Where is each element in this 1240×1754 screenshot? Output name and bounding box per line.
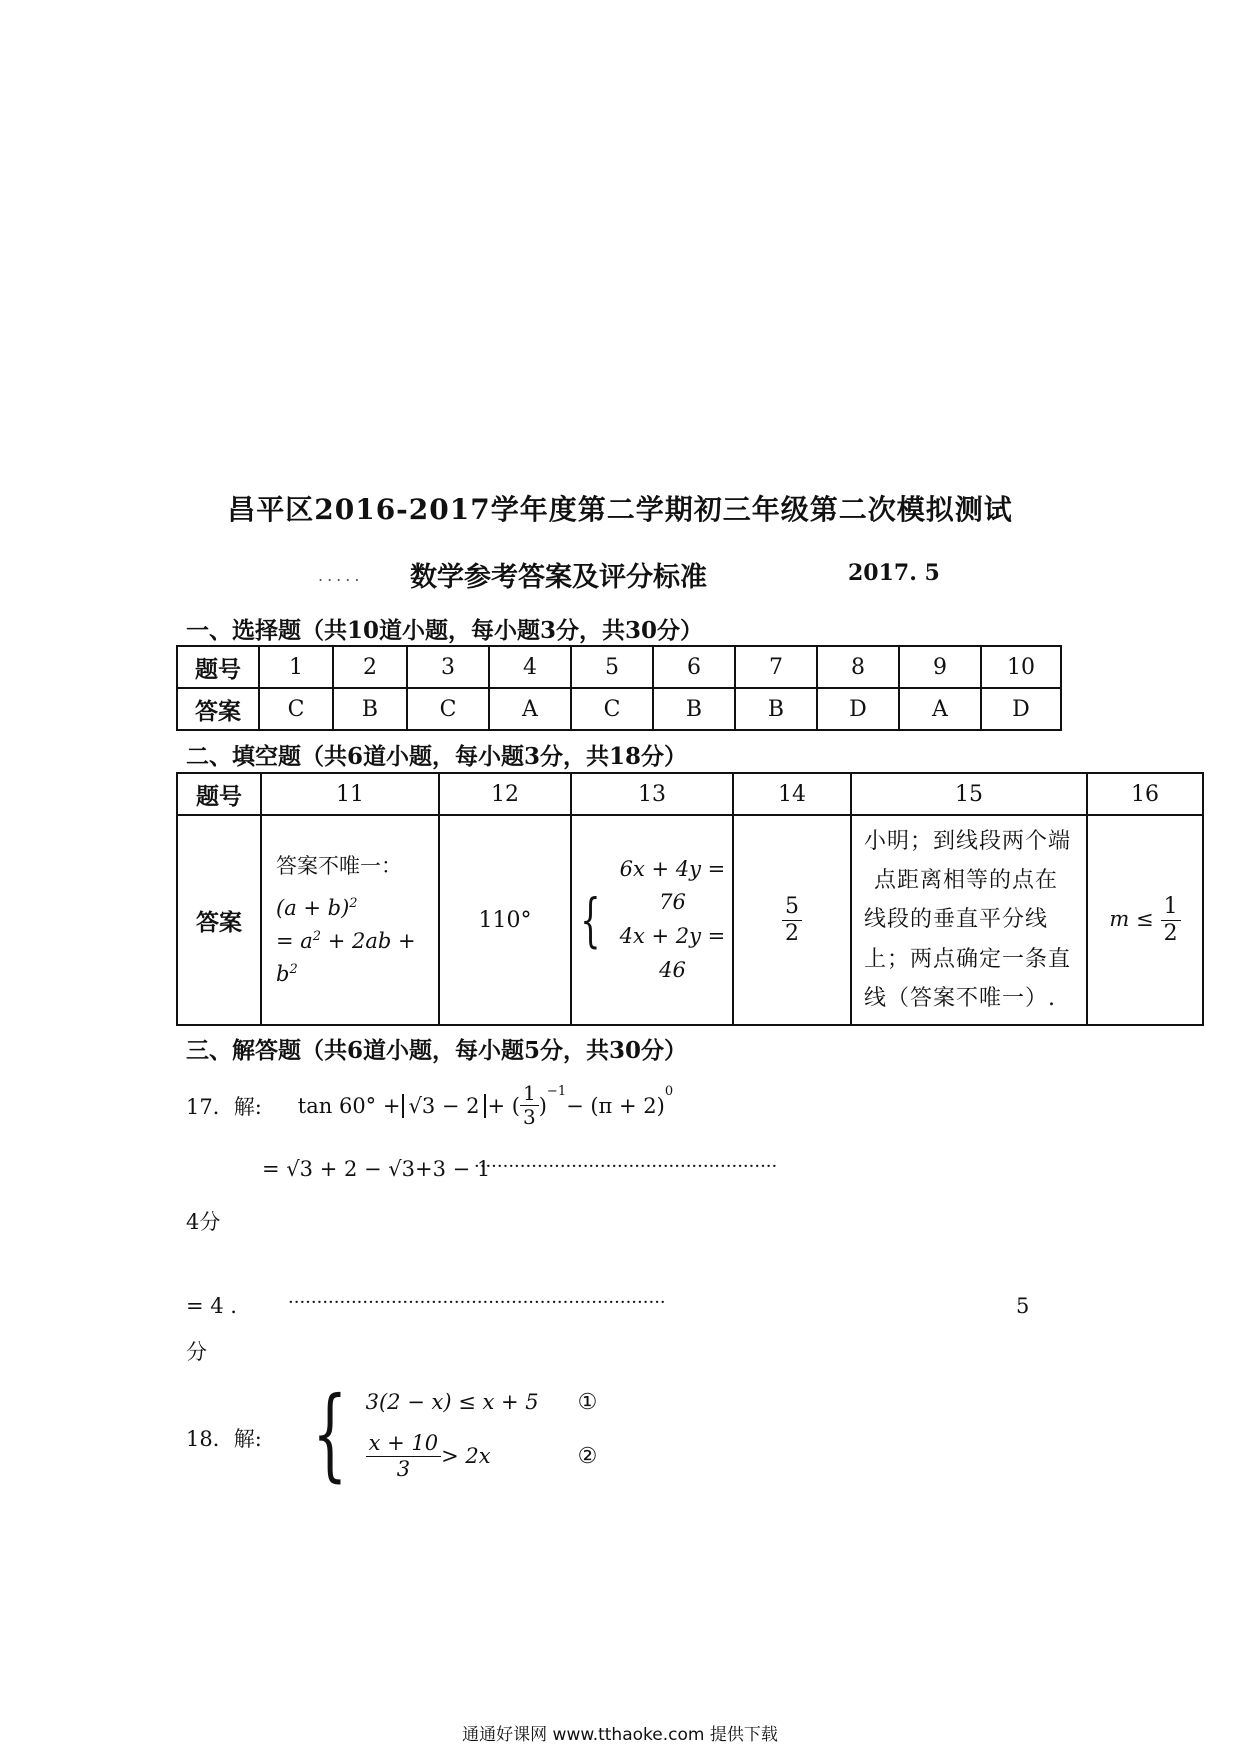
q17-step2-score-unit: 分 xyxy=(186,1340,207,1364)
expr-text: (a + b) xyxy=(276,896,350,921)
subtitle-date: 2017. 5 xyxy=(848,560,940,586)
choice-number: 6 xyxy=(653,646,735,688)
expr-text: tan 60° + xyxy=(297,1093,401,1118)
expr-sup: −1 xyxy=(546,1084,567,1099)
abs-inner: √3 − 2 xyxy=(408,1093,480,1118)
choice-number: 1 xyxy=(259,646,333,688)
equation-system xyxy=(572,853,732,987)
fill-number: 16 xyxy=(1087,773,1203,815)
fraction-denominator: 2 xyxy=(785,920,799,946)
answer-15-line: 线段的垂直平分线 xyxy=(864,907,1049,933)
answer-13 xyxy=(571,815,733,1025)
fill-answer-table xyxy=(176,772,1204,1026)
row-label-number: 题号 xyxy=(177,773,261,815)
answer-15-line: 线（答案不唯一）. xyxy=(864,985,1056,1011)
equation-line: 4x + 2y = 46 xyxy=(619,924,726,982)
choice-number: 4 xyxy=(489,646,571,688)
choice-answer: B xyxy=(333,688,407,730)
answer-12: 110° xyxy=(439,815,571,1025)
expr-sup: 2 xyxy=(349,896,358,912)
fraction-denominator: 3 xyxy=(522,1105,536,1129)
answer-15-line: 点距离相等的点在 xyxy=(874,868,1059,894)
circled-two-marker: ② xyxy=(577,1443,598,1469)
fraction-denominator: 3 xyxy=(396,1456,411,1481)
circled-one-marker: ① xyxy=(577,1389,598,1415)
answer-15-line: 上；两点确定一条直 xyxy=(864,946,1072,972)
row-label-number: 题号 xyxy=(177,646,259,688)
choice-answer: A xyxy=(489,688,571,730)
q17-step2-score: 5 xyxy=(1016,1294,1030,1318)
section2-heading: 二、填空题（共6道小题，每小题3分，共18分） xyxy=(186,743,688,770)
q18-label: 18．解: xyxy=(186,1427,262,1451)
fraction-numerator: 1 xyxy=(1161,894,1181,920)
q17-step1: = √3 + 2 − √3+3 − 1 xyxy=(262,1157,491,1181)
page-subtitle: 数学参考答案及评分标准 xyxy=(410,562,707,593)
answer-16 xyxy=(1087,815,1203,1025)
brace-glyph: { xyxy=(580,886,601,954)
subtitle-dots: ..... xyxy=(318,566,364,585)
choice-answer: B xyxy=(653,688,735,730)
choice-number: 10 xyxy=(981,646,1061,688)
row-label-answer: 答案 xyxy=(177,815,261,1025)
answer-15-line: 小明；到线段两个端 xyxy=(864,829,1072,855)
q18-inequality-1 xyxy=(366,1380,598,1424)
page-footer: 通通好课网 www.tthaoke.com 提供下载 xyxy=(462,1725,778,1745)
choice-answer: C xyxy=(571,688,653,730)
choice-number: 2 xyxy=(333,646,407,688)
fraction-numerator: x + 10 xyxy=(366,1431,442,1456)
brace-glyph: { xyxy=(312,1375,348,1492)
q18-inequality-2 xyxy=(366,1424,598,1488)
page-title: 昌平区2016-2017学年度第二学期初三年级第二次模拟测试 xyxy=(227,493,1013,526)
q17-label: 17．解: xyxy=(186,1094,262,1119)
expr-text: ) xyxy=(538,1093,547,1118)
q17-step1-dots: ····················································· xyxy=(474,1156,778,1177)
choice-answer: C xyxy=(407,688,489,730)
inequality-prefix: m ≤ xyxy=(1109,907,1154,931)
choice-answer: A xyxy=(899,688,981,730)
expr-text: + ( xyxy=(487,1093,520,1118)
fill-number: 13 xyxy=(571,773,733,815)
abs-value xyxy=(402,1094,485,1118)
q17-step2: = 4 . xyxy=(186,1294,237,1318)
choice-number: 9 xyxy=(899,646,981,688)
fraction-numerator: 5 xyxy=(782,894,802,920)
choice-answer: D xyxy=(817,688,899,730)
choice-answer: C xyxy=(259,688,333,730)
choice-number: 3 xyxy=(407,646,489,688)
section3-heading: 三、解答题（共6道小题，每小题5分，共30分） xyxy=(186,1037,688,1064)
answer-11-expr1 xyxy=(276,892,438,925)
expr-sup: 2 xyxy=(289,961,298,977)
choice-number: 8 xyxy=(817,646,899,688)
choice-answer: B xyxy=(735,688,817,730)
fill-number: 12 xyxy=(439,773,571,815)
inequality-text: 3(2 − x) ≤ x + 5 xyxy=(365,1390,539,1414)
fill-number: 11 xyxy=(261,773,439,815)
fraction-denominator: 2 xyxy=(1163,920,1178,946)
section1-heading: 一、选择题（共10道小题，每小题3分，共30分） xyxy=(186,617,704,644)
q18-inequality-system xyxy=(298,1375,598,1492)
answer-15 xyxy=(851,815,1087,1025)
fill-number: 15 xyxy=(851,773,1087,815)
expr-text: = a xyxy=(276,929,313,953)
choice-answer-table xyxy=(176,645,1062,731)
equation-line: 6x + 4y = 76 xyxy=(619,856,726,915)
q17-step1-score: 4分 xyxy=(186,1210,221,1234)
expr-sup: 0 xyxy=(664,1084,674,1099)
expr-sup: 2 xyxy=(312,929,322,944)
choice-number: 7 xyxy=(735,646,817,688)
inequality-text: > 2x xyxy=(441,1444,491,1468)
q17-expression xyxy=(186,1082,673,1129)
answer-14 xyxy=(733,815,851,1025)
choice-number: 5 xyxy=(571,646,653,688)
choice-answer: D xyxy=(981,688,1061,730)
answer-11 xyxy=(261,815,439,1025)
expr-text: + 2ab + b xyxy=(276,929,416,986)
q17-step2-dots: ·································································· xyxy=(288,1292,666,1313)
answer-11-expr2 xyxy=(276,925,438,990)
answer-11-note: 答案不唯一： xyxy=(276,853,402,878)
fill-number: 14 xyxy=(733,773,851,815)
expr-text: − (π + 2) xyxy=(566,1093,665,1118)
fraction-numerator: 1 xyxy=(520,1082,539,1106)
row-label-answer: 答案 xyxy=(177,688,259,730)
